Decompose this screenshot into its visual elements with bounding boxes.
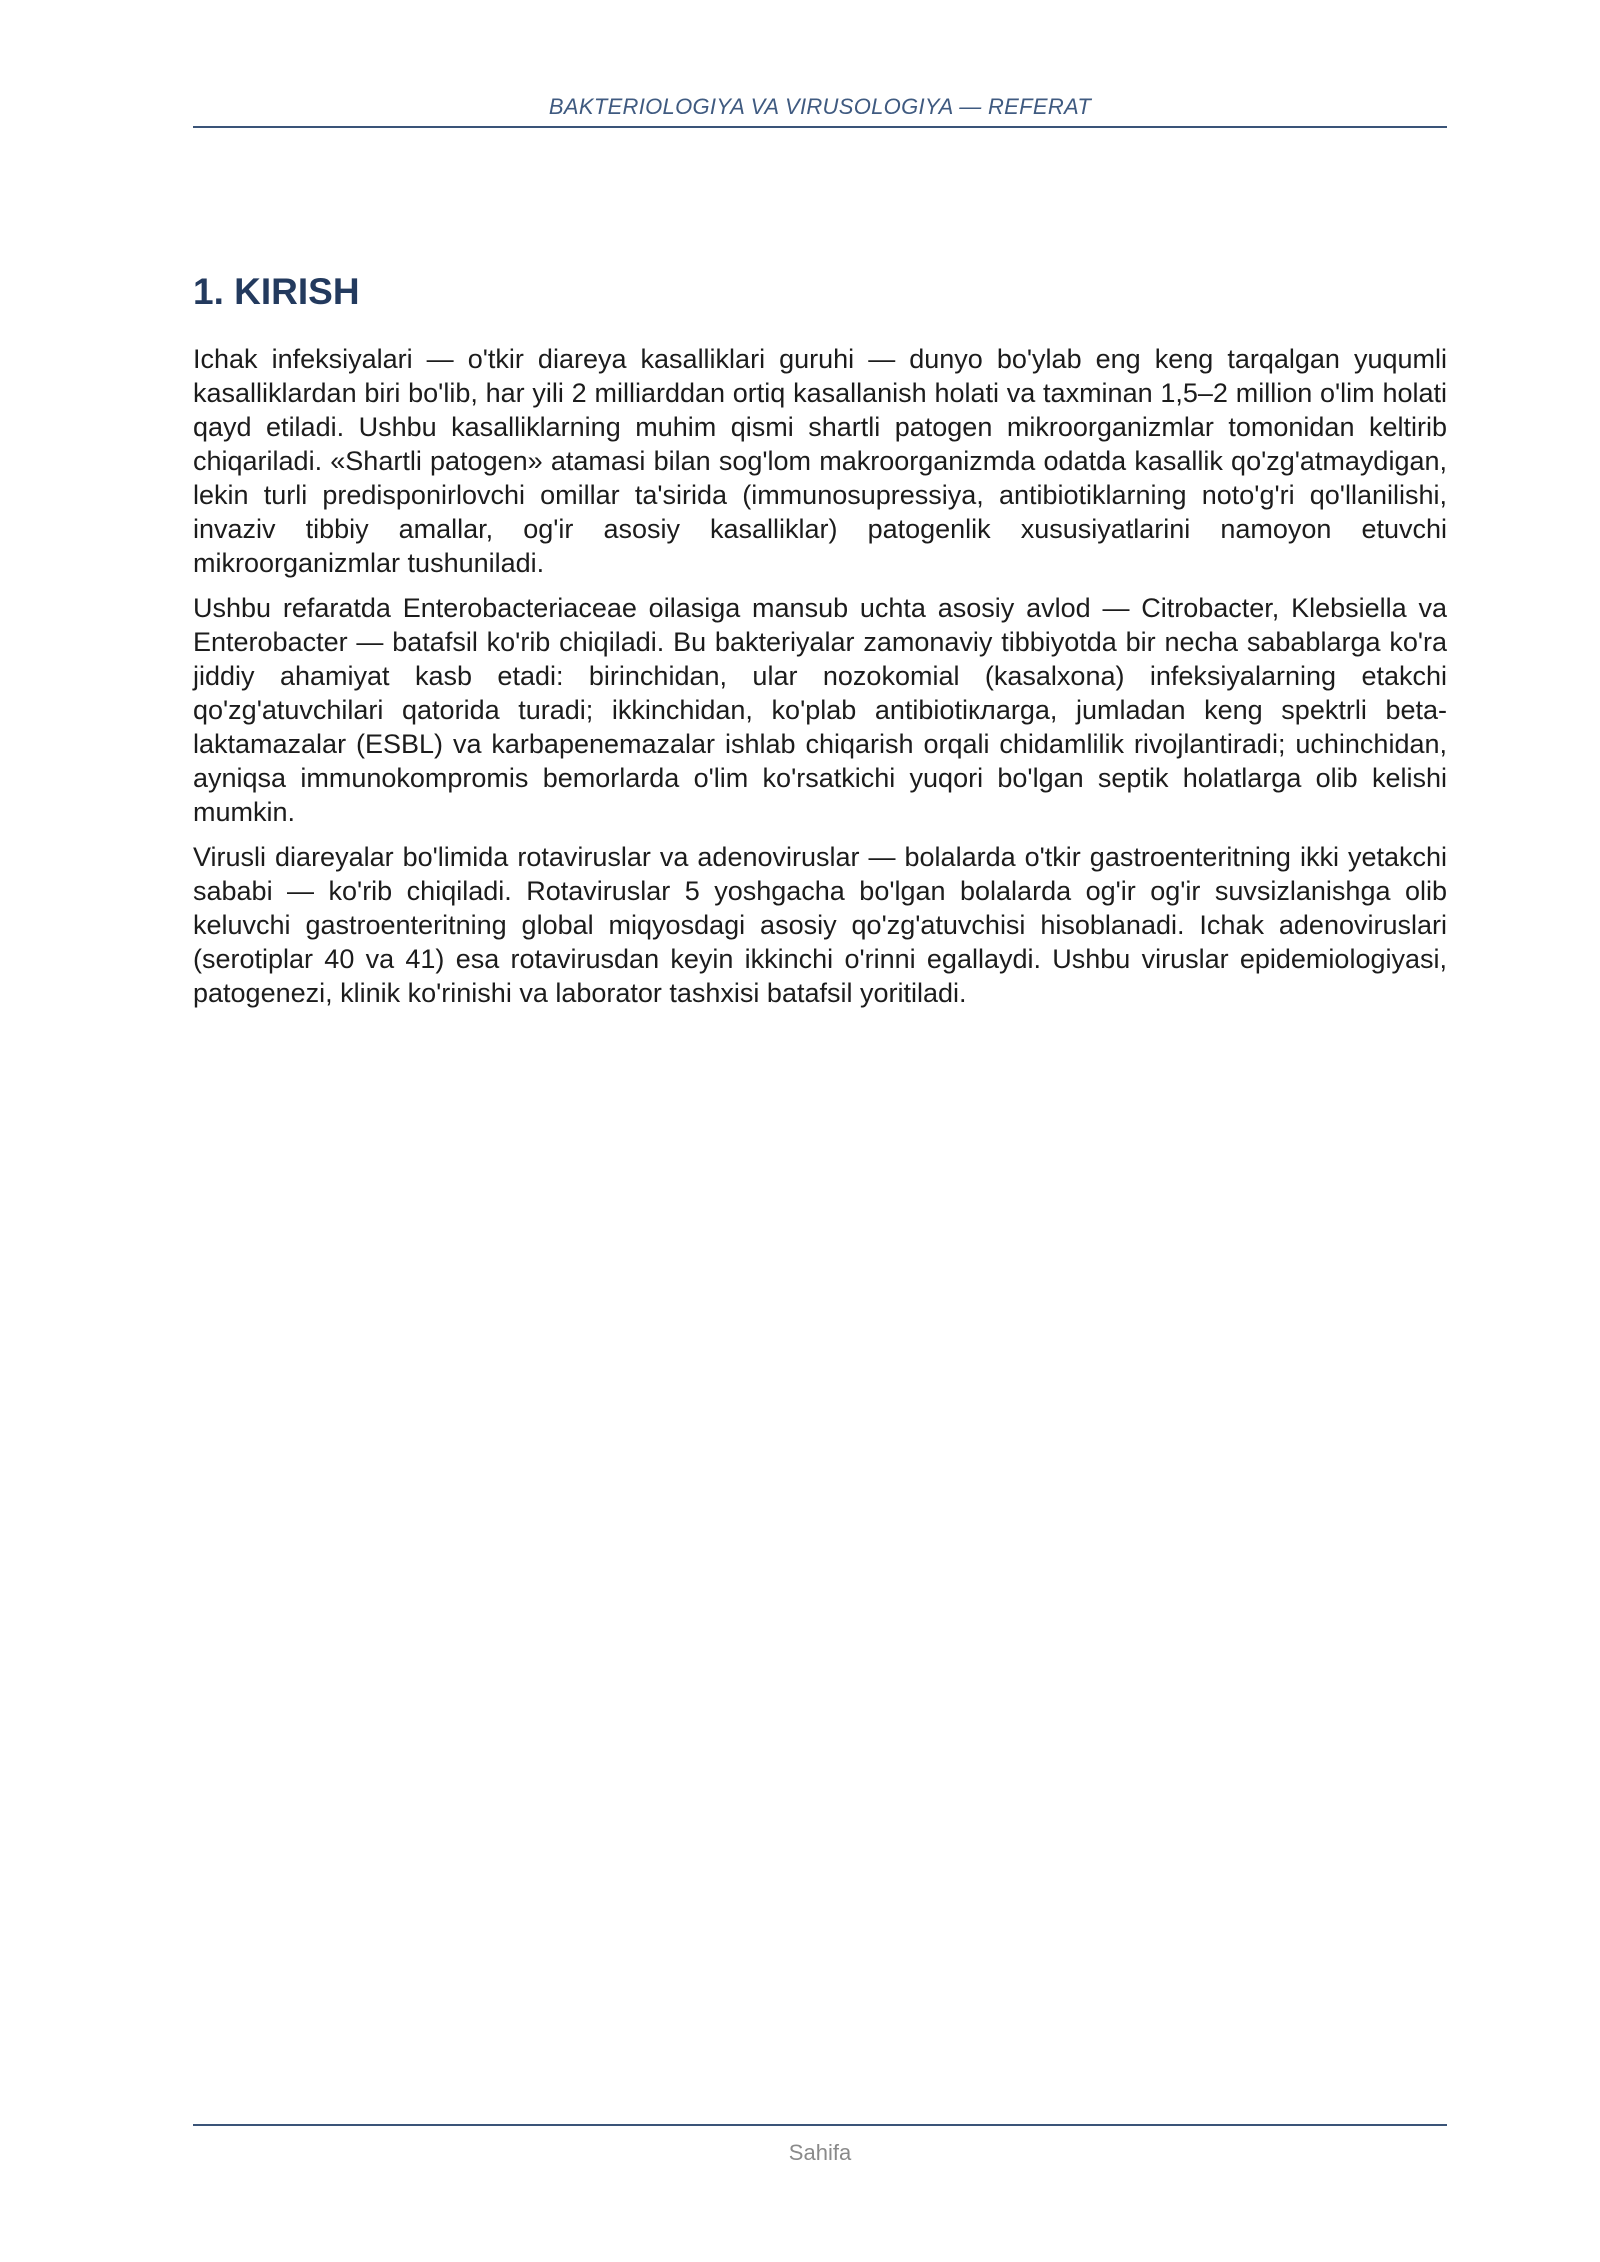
footer-page-label: Sahifa (788, 2140, 852, 2165)
body-paragraph: Virusli diareyalar bo'limida rotaviruslar va adenoviruslar — bolalarda o'tkir gastroenteritning ikki yetakchi sababi — ko'rib chiqiladi. Rotaviruslar 5 yoshgacha bo'lgan bolalarda og'ir og'ir suvsizlanishga olib keluvchi gastroenteritning global miqyosdagi asosiy qo'zg'atuvchisi hisoblanadi. Ichak adenoviruslari (serotiplar 40 va 41) esa rotavirusdan keyin ikkinchi o'rinni egallaydi. Ushbu viruslar epidemiologiyasi, patogenezi, klinik ko'rinishi va laborator tashxisi batafsil yoritiladi. (193, 842, 1447, 1009)
section-title: 1. KIRISH (193, 271, 360, 312)
running-header (193, 94, 1447, 128)
document-body (193, 270, 1447, 1021)
body-paragraph: Ichak infeksiyalari — o'tkir diareya kasalliklari guruhi — dunyo bo'ylab eng keng tarqalgan yuqumli kasalliklardan biri bo'lib, har yili 2 milliarddan ortiq kasallanish holati va taxminan 1,5–2 million o'lim holati qayd etiladi. Ushbu kasalliklarning muhim qismi shartli patogen mikroorganizmlar tomonidan keltirib chiqariladi. «Shartli patogen» atamasi bilan sog'lom makroorganizmda odatda kasallik qo'zg'atmaydigan, lekin turli predisponirlovchi omillar ta'sirida (immunosupressiya, antibiotiklarning noto'g'ri qo'llanilishi, invaziv tibbiy amallar, og'ir asosiy kasalliklar) patogenlik xususiyatlarini namoyon etuvchi mikroorganizmlar tushuniladi. (193, 344, 1447, 579)
body-paragraph: Ushbu refaratda Enterobacteriaceae oilasiga mansub uchta asosiy avlod — Citrobacter, Klebsiella va Enterobacter — batafsil ko'rib chiqiladi. Bu bakteriyalar zamonaviy tibbiyotda bir necha sabablarga ko'ra jiddiy ahamiyat kasb etadi: birinchidan, ular nozokomial (kasalxona) infeksiyalarning etakchi qo'zg'atuvchilari qatorida turadi; ikkinchidan, ko'plab antibiotiклarga, jumladan keng spektrli beta-laktamazalar (ESBL) va karbapenemazalar ishlab chiqarish orqali chidamlilik rivojlantiradi; uchinchidan, ayniqsa immunokompromis bemorlarda o'lim ko'rsatkichi yuqori bo'lgan septik holatlarga olib kelishi mumkin. (193, 593, 1447, 828)
page-footer (193, 2124, 1447, 2166)
running-header-title: BAKTERIOLOGIYA VA VIRUSOLOGIYA — REFERAT (548, 94, 1092, 119)
